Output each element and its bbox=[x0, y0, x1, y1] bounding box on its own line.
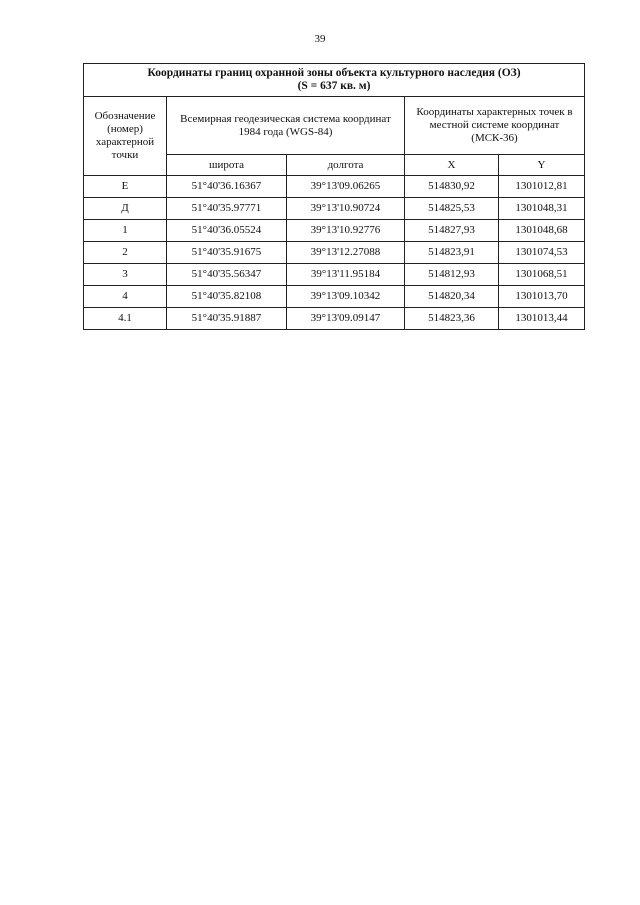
cell-longitude: 39°13'09.06265 bbox=[287, 176, 405, 198]
subheader-y: Y bbox=[499, 155, 585, 176]
table-row bbox=[84, 264, 585, 286]
cell-y: 1301074,53 bbox=[499, 242, 585, 264]
cell-latitude: 51°40'35.97771 bbox=[167, 198, 287, 220]
cell-y: 1301048,31 bbox=[499, 198, 585, 220]
table-title-row bbox=[84, 64, 585, 97]
cell-y: 1301013,70 bbox=[499, 286, 585, 308]
header-designation: Обозначение (номер) характерной точки bbox=[84, 97, 167, 176]
cell-latitude: 51°40'36.16367 bbox=[167, 176, 287, 198]
cell-point: 2 bbox=[84, 242, 167, 264]
table-title bbox=[84, 64, 585, 97]
cell-y: 1301068,51 bbox=[499, 264, 585, 286]
cell-latitude: 51°40'35.82108 bbox=[167, 286, 287, 308]
cell-y: 1301012,81 bbox=[499, 176, 585, 198]
cell-latitude: 51°40'35.91675 bbox=[167, 242, 287, 264]
cell-point: 1 bbox=[84, 220, 167, 242]
cell-longitude: 39°13'10.90724 bbox=[287, 198, 405, 220]
table-row bbox=[84, 286, 585, 308]
coordinates-table bbox=[83, 63, 585, 330]
cell-point: Е bbox=[84, 176, 167, 198]
cell-point: 4.1 bbox=[84, 308, 167, 330]
page-number: 39 bbox=[314, 33, 326, 45]
cell-point: 4 bbox=[84, 286, 167, 308]
cell-x: 514823,91 bbox=[405, 242, 499, 264]
cell-longitude: 39°13'09.09147 bbox=[287, 308, 405, 330]
table-title-line2: (S = 637 кв. м) bbox=[297, 80, 371, 92]
cell-latitude: 51°40'36.05524 bbox=[167, 220, 287, 242]
header-wgs84: Всемирная геодезическая система координат 1984 года (WGS-84) bbox=[167, 97, 405, 155]
table-title-line1: Координаты границ охранной зоны объекта культурного наследия (ОЗ) bbox=[147, 67, 521, 79]
table-row bbox=[84, 308, 585, 330]
cell-point: 3 bbox=[84, 264, 167, 286]
cell-y: 1301013,44 bbox=[499, 308, 585, 330]
subheader-x: X bbox=[405, 155, 499, 176]
table-row bbox=[84, 176, 585, 198]
cell-x: 514820,34 bbox=[405, 286, 499, 308]
cell-longitude: 39°13'11.95184 bbox=[287, 264, 405, 286]
cell-longitude: 39°13'10.92776 bbox=[287, 220, 405, 242]
cell-x: 514812,93 bbox=[405, 264, 499, 286]
subheader-longitude: долгота bbox=[287, 155, 405, 176]
table-row bbox=[84, 220, 585, 242]
cell-latitude: 51°40'35.91887 bbox=[167, 308, 287, 330]
table-row bbox=[84, 242, 585, 264]
cell-latitude: 51°40'35.56347 bbox=[167, 264, 287, 286]
table-row bbox=[84, 198, 585, 220]
cell-point: Д bbox=[84, 198, 167, 220]
cell-y: 1301048,68 bbox=[499, 220, 585, 242]
cell-x: 514830,92 bbox=[405, 176, 499, 198]
cell-x: 514827,93 bbox=[405, 220, 499, 242]
header-msk36: Координаты характерных точек в местной системе координат (МСК-36) bbox=[405, 97, 585, 155]
cell-x: 514823,36 bbox=[405, 308, 499, 330]
cell-longitude: 39°13'09.10342 bbox=[287, 286, 405, 308]
cell-x: 514825,53 bbox=[405, 198, 499, 220]
subheader-latitude: широта bbox=[167, 155, 287, 176]
table-header-row bbox=[84, 97, 585, 155]
cell-longitude: 39°13'12.27088 bbox=[287, 242, 405, 264]
